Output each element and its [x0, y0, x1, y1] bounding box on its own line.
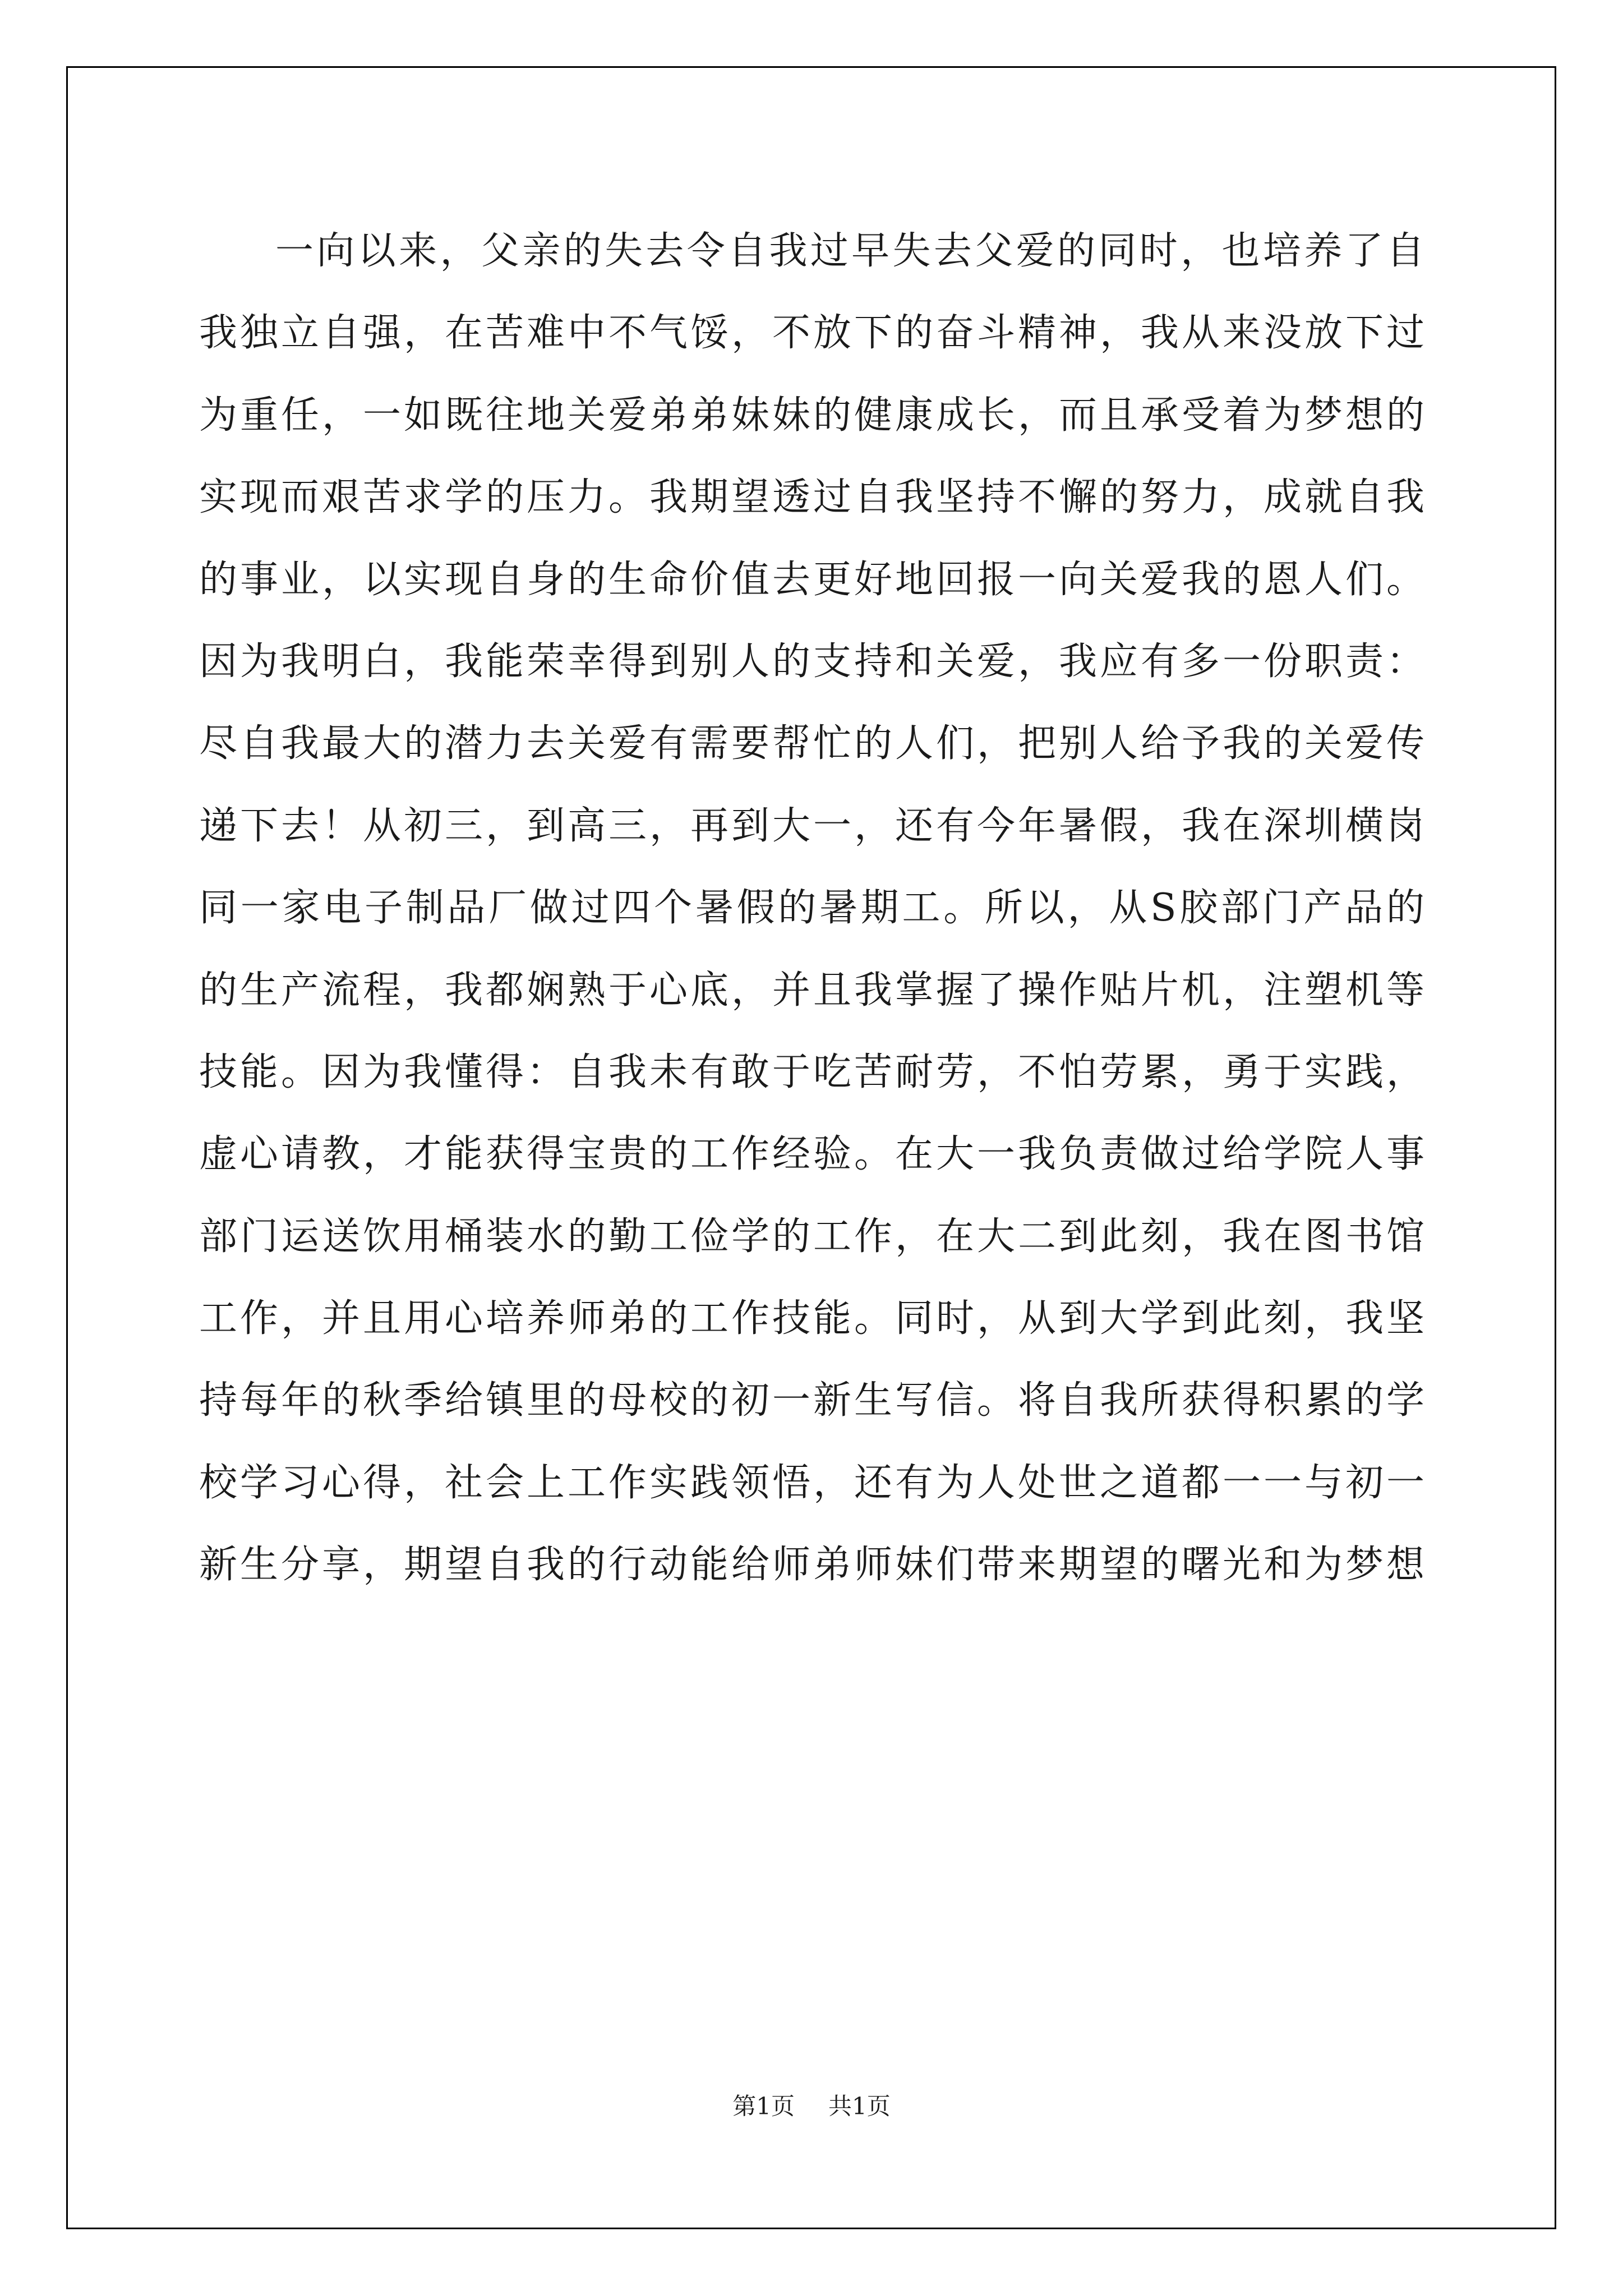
text-line: 实现而艰苦求学的压力。我期望透过自我坚持不懈的努力，成就自我	[199, 475, 1424, 520]
document-body	[199, 210, 1424, 1607]
page-footer	[0, 2088, 1623, 2122]
text-line: 同一家电子制品厂做过四个暑假的暑期工。所以，从S胶部门产品的	[199, 886, 1424, 931]
text-line: 的生产流程，我都娴熟于心底，并且我掌握了操作贴片机，注塑机等	[199, 968, 1424, 1013]
text-line: 的事业，以实现自身的生命价值去更好地回报一向关爱我的恩人们。	[199, 557, 1424, 602]
text-line: 部门运送饮用桶装水的勤工俭学的工作，在大二到此刻，我在图书馆	[199, 1214, 1424, 1259]
text-line: 持每年的秋季给镇里的母校的初一新生写信。将自我所获得积累的学	[199, 1378, 1424, 1423]
text-line: 尽自我最大的潜力去关爱有需要帮忙的人们，把别人给予我的关爱传	[199, 721, 1424, 766]
text-line: 递下去！从初三，到高三，再到大一，还有今年暑假，我在深圳横岗	[199, 803, 1424, 848]
text-line: 工作，并且用心培养师弟的工作技能。同时，从到大学到此刻，我坚	[199, 1296, 1424, 1341]
text-line: 因为我明白，我能荣幸得到别人的支持和关爱，我应有多一份职责：	[199, 639, 1424, 684]
text-line: 我独立自强，在苦难中不气馁，不放下的奋斗精神，我从来没放下过	[199, 311, 1424, 356]
page-total: 共1页	[828, 2092, 891, 2120]
text-line: 为重任，一如既往地关爱弟弟妹妹的健康成长，而且承受着为梦想的	[199, 393, 1424, 438]
text-line: 虚心请教，才能获得宝贵的工作经验。在大一我负责做过给学院人事	[199, 1132, 1424, 1177]
text-line: 校学习心得，社会上工作实践领悟，还有为人处世之道都一一与初一	[199, 1460, 1424, 1505]
text-line: 一向以来，父亲的失去令自我过早失去父爱的同时，也培养了自	[275, 229, 1424, 273]
text-line: 技能。因为我懂得：自我未有敢于吃苦耐劳，不怕劳累，勇于实践，	[199, 1050, 1424, 1094]
page-number: 第1页	[732, 2092, 795, 2120]
text-line: 新生分享，期望自我的行动能给师弟师妹们带来期望的曙光和为梦想	[199, 1543, 1424, 1588]
